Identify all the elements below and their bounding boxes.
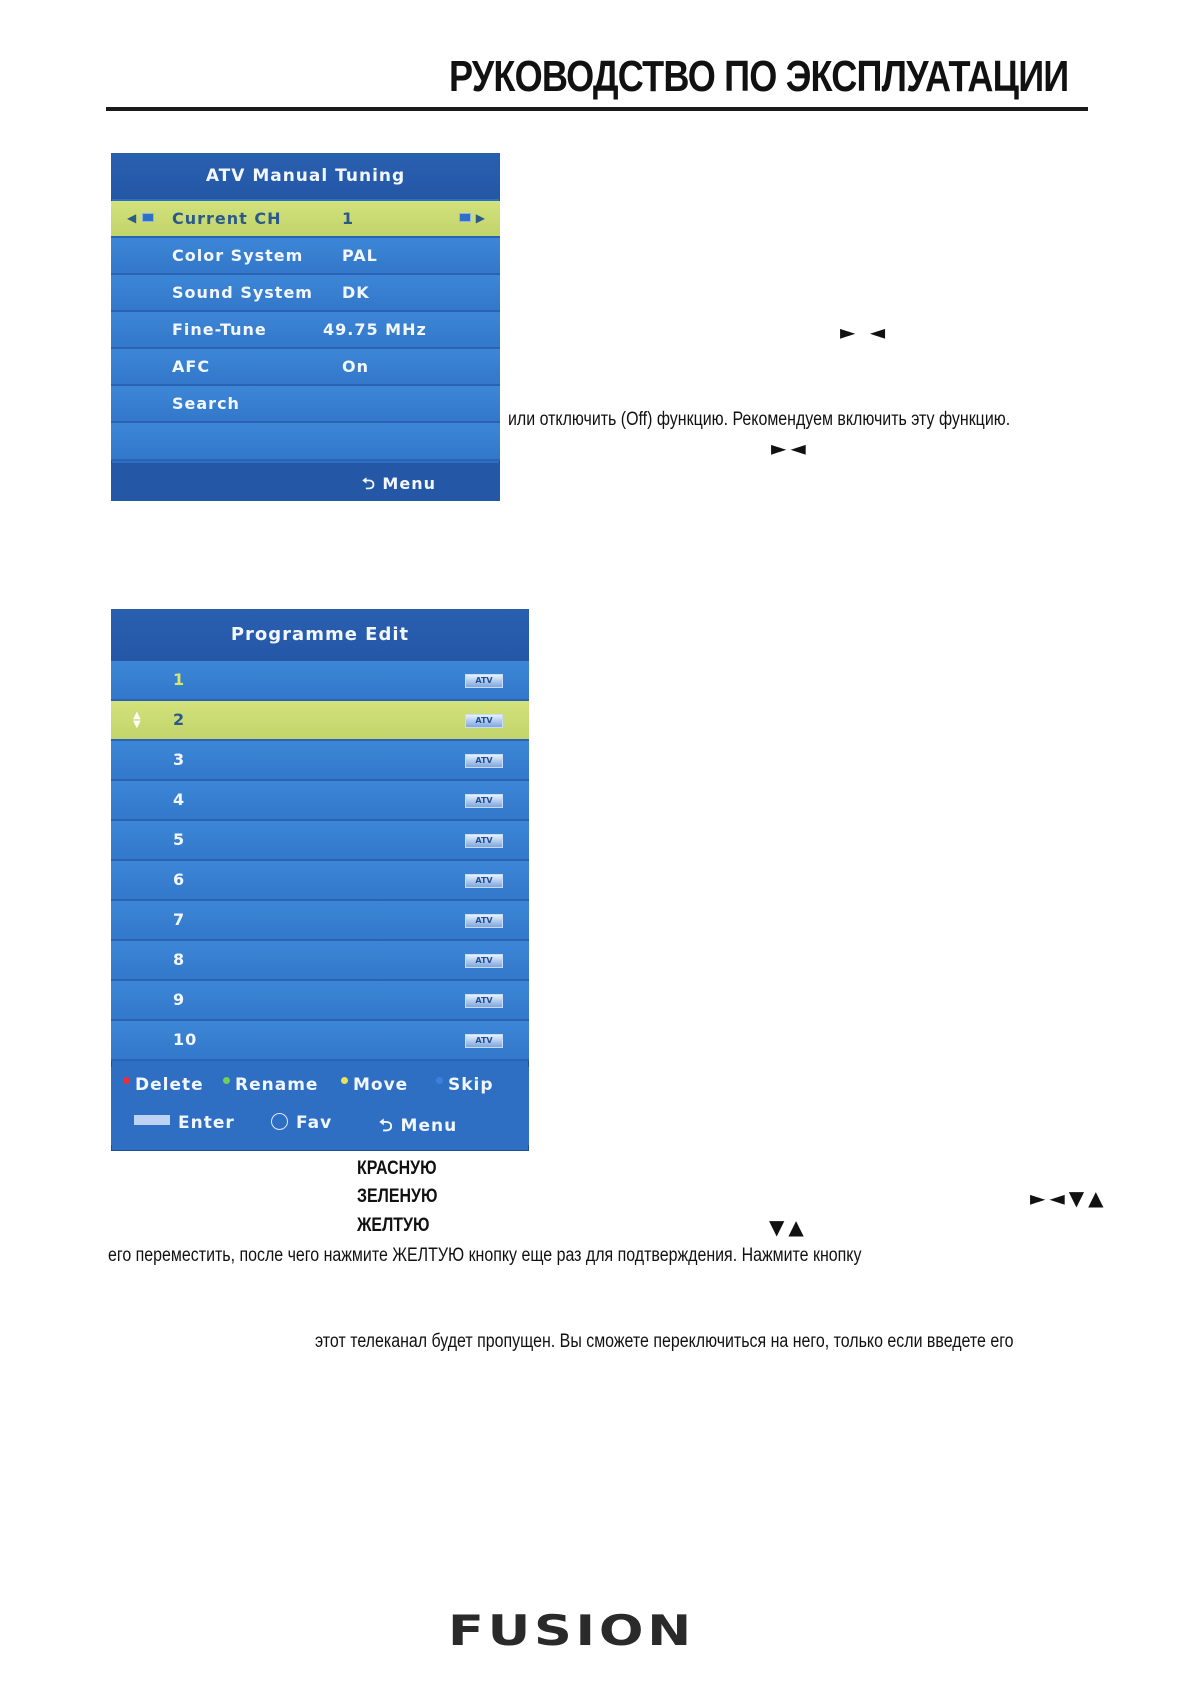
channel-number: 8 — [173, 950, 186, 969]
channel-row — [111, 1021, 529, 1061]
arrow-symbols: ▼▲ — [769, 1215, 808, 1239]
arrow-symbols: ►◄ — [771, 436, 810, 460]
afc-description: или отключить (Off) функцию. Рекомендуем включить эту функцию. — [508, 409, 1011, 430]
atv-menu-title: ATV Manual Tuning — [111, 153, 500, 199]
channel-row — [111, 781, 529, 821]
legend-skip: Skip — [436, 1075, 494, 1095]
atv-row-afc — [111, 349, 500, 386]
red-dot-icon — [123, 1077, 130, 1084]
atv-row-label: Sound System — [172, 283, 313, 302]
title-rule — [106, 107, 1088, 111]
channel-row — [111, 941, 529, 981]
legend-rename: Rename — [223, 1075, 318, 1095]
atv-badge: ATV — [465, 754, 503, 768]
channel-row — [111, 701, 529, 741]
page-title: РУКОВОДСТВО ПО ЭКСПЛУАТАЦИИ — [448, 52, 1068, 101]
atv-badge: ATV — [465, 954, 503, 968]
nav-key-legend — [111, 1105, 529, 1145]
atv-row-value: 49.75 MHz — [323, 320, 427, 339]
atv-row-value: 1 — [342, 209, 355, 228]
atv-row-value: DK — [342, 283, 370, 302]
channel-row — [111, 861, 529, 901]
prog-menu-title: Programme Edit — [111, 609, 529, 661]
atv-badge: ATV — [465, 834, 503, 848]
atv-row-label: Current CH — [172, 209, 282, 228]
legend-fav: Fav — [271, 1113, 332, 1133]
arrow-symbols: ►◄▼▲ — [1030, 1186, 1108, 1210]
atv-row-label: Color System — [172, 246, 304, 265]
atv-badge: ATV — [465, 674, 503, 688]
left-arrow-icon: ◀ — [127, 201, 154, 236]
atv-badge: ATV — [465, 914, 503, 928]
atv-row-current-ch — [111, 201, 500, 238]
channel-row — [111, 741, 529, 781]
yellow-key-word: ЖЕЛТУЮ — [357, 1215, 430, 1236]
atv-row-search — [111, 386, 500, 423]
atv-badge: ATV — [465, 874, 503, 888]
legend-enter: Enter — [134, 1113, 235, 1133]
atv-row-value: On — [342, 357, 369, 376]
skip-description: этот телеканал будет пропущен. Вы сможете переключиться на него, только если введете его — [315, 1331, 1014, 1352]
blue-dot-icon — [436, 1077, 443, 1084]
atv-row-fine-tune — [111, 312, 500, 349]
channel-number: 4 — [173, 790, 186, 809]
atv-manual-tuning-screenshot — [111, 153, 500, 501]
atv-row-color-system — [111, 238, 500, 275]
move-description: его переместить, после чего нажмите ЖЕЛТУЮ кнопку еще раз для подтверждения. Нажмите кнопку — [108, 1245, 862, 1266]
channel-row — [111, 661, 529, 701]
atv-badge: ATV — [465, 1034, 503, 1048]
channel-number: 2 — [173, 710, 186, 729]
legend-menu: ⮌ Menu — [379, 1116, 458, 1136]
atv-badge: ATV — [465, 994, 503, 1008]
channel-number: 5 — [173, 830, 186, 849]
channel-row — [111, 901, 529, 941]
atv-row-value: PAL — [342, 246, 378, 265]
channel-number: 6 — [173, 870, 186, 889]
atv-badge: ATV — [465, 794, 503, 808]
atv-row-label: Fine-Tune — [172, 320, 267, 339]
atv-row-label: AFC — [172, 357, 211, 376]
green-dot-icon — [223, 1077, 230, 1084]
channel-number: 1 — [173, 670, 186, 689]
up-down-icon: ▲ ▼ — [133, 710, 142, 730]
atv-row-empty — [111, 423, 500, 461]
channel-number: 3 — [173, 750, 186, 769]
legend-delete: Delete — [123, 1075, 204, 1095]
color-key-legend — [111, 1067, 529, 1105]
enter-key-icon — [134, 1115, 170, 1125]
right-arrow-icon: ▶ — [459, 201, 486, 236]
channel-row — [111, 821, 529, 861]
atv-row-sound-system — [111, 275, 500, 312]
channel-number: 7 — [173, 910, 186, 929]
arrow-symbols: ► ◄ — [840, 320, 890, 344]
programme-edit-screenshot — [111, 609, 529, 1151]
red-key-word: КРАСНУЮ — [357, 1158, 437, 1179]
green-key-word: ЗЕЛЕНУЮ — [357, 1186, 438, 1207]
channel-number: 9 — [173, 990, 186, 1009]
legend-move: Move — [341, 1075, 408, 1095]
atv-menu-back-label: ⮌ Menu — [362, 474, 436, 493]
atv-menu-footer — [111, 463, 500, 501]
atv-row-label: Search — [172, 394, 240, 413]
atv-badge: ATV — [465, 714, 503, 728]
fav-key-icon — [271, 1113, 288, 1130]
yellow-dot-icon — [341, 1077, 348, 1084]
channel-number: 10 — [173, 1030, 198, 1049]
channel-row — [111, 981, 529, 1021]
fusion-logo: FUSION — [448, 1606, 695, 1655]
